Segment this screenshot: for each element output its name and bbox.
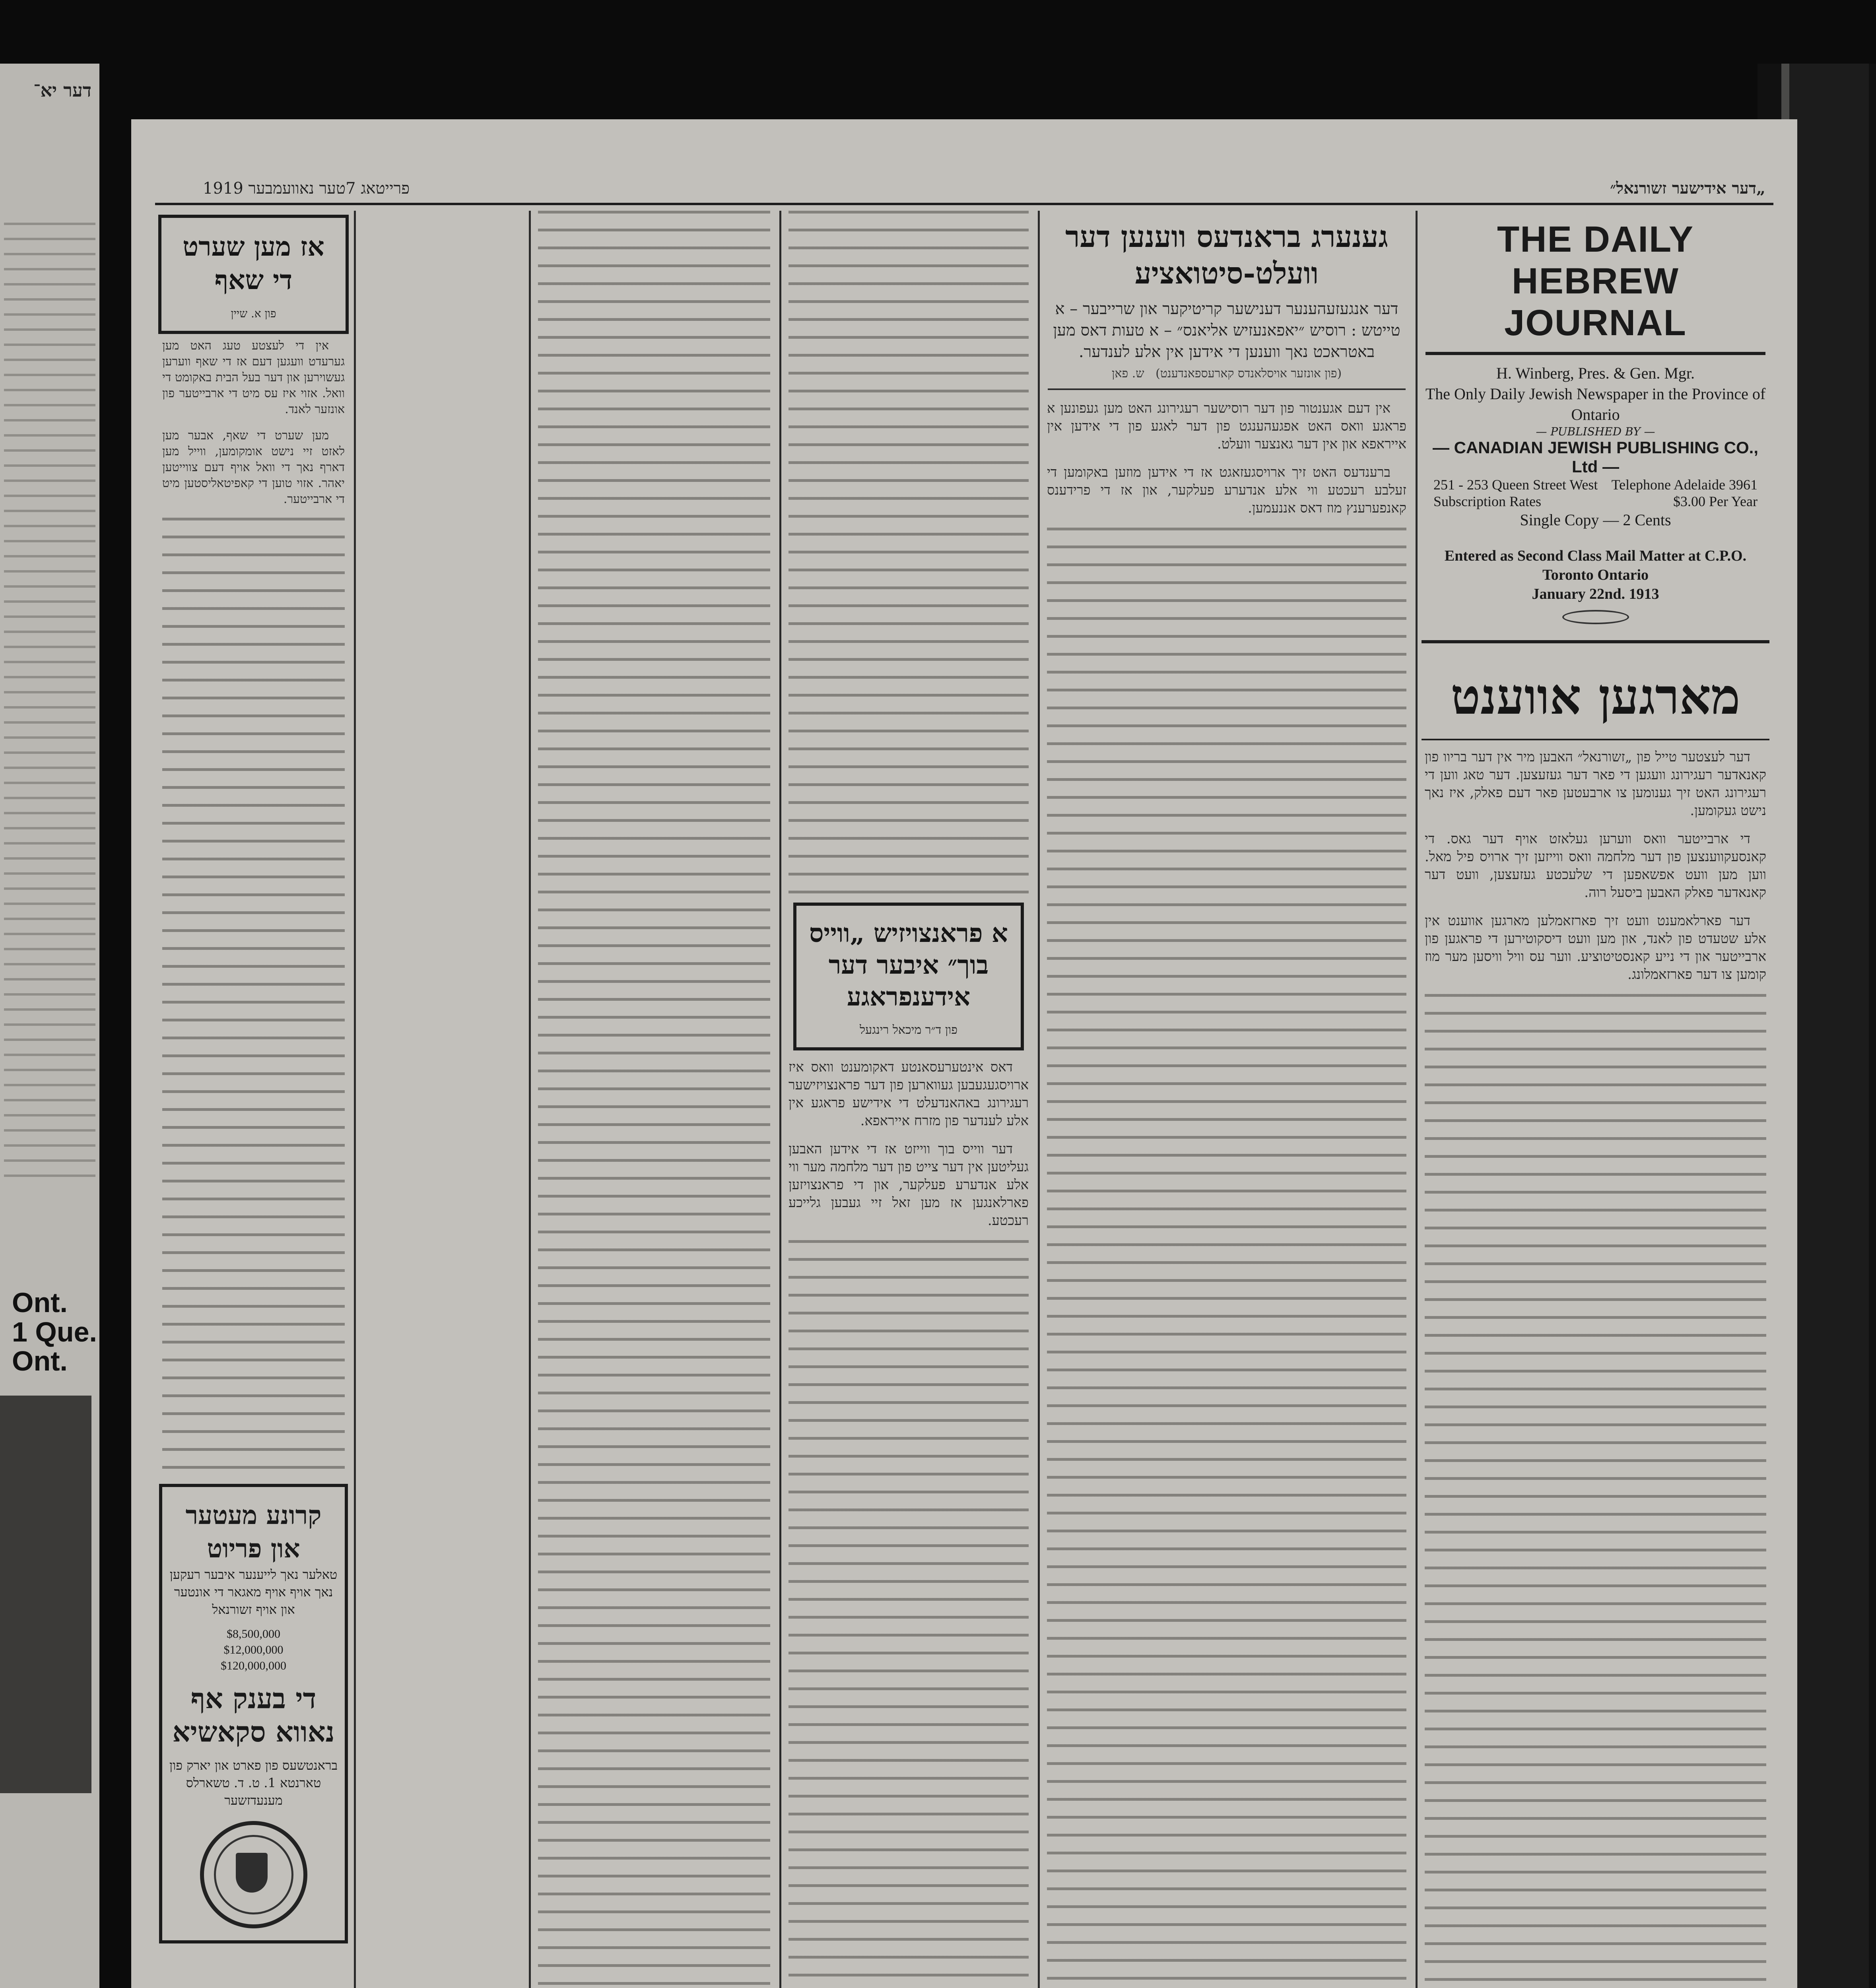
page-header: [155, 179, 1773, 205]
brandes-signature: ש. פאן: [1111, 367, 1144, 381]
brandes-byline: (פון אונזער אויסלאנדס קארעספאנדענט) ש. פאן: [1048, 365, 1406, 390]
masthead: [1418, 211, 1773, 632]
narrow-column-text: [538, 211, 770, 1988]
column-brandes-article: [1040, 211, 1414, 1988]
sheep-article-headline-box: [158, 215, 349, 334]
ornament-icon: [1562, 610, 1629, 624]
masthead-title: THE DAILY HEBREW JOURNAL: [1497, 219, 1694, 343]
previous-page-ad-fragment: Ont. 1 Que. Ont.: [12, 1287, 97, 1376]
previous-page-illustration: [0, 1396, 91, 1793]
previous-page-text: [4, 223, 95, 1185]
column-narrow-text: [531, 211, 777, 1988]
bank-ad-name: די בענק אף נאווא סקאשיא: [172, 1682, 335, 1748]
brandes-body: אין דעם אגענטור פון דער רוסישער רעגירונג האט מען געפונען א פראגע וואס האט אפגעהענגט פון דער לאגע פון די אידען אין אייראפא און אין דער גאנצער וועלט. ברענדעס האט זיך ארויסגעזאגט אז די אידען מוזען באקומען די זעלבע רעכטע ווי אלע אנדערע פעלקער, און אז די פרידענס קאנפערענץ מוז דאס אננעמען.: [1047, 400, 1406, 516]
masthead-published-by: — PUBLISHED BY —: [1536, 425, 1655, 438]
date-header: פרייטאג 7טער נאוועמבער 1919: [203, 179, 410, 198]
masthead-publisher: — CANADIAN JEWISH PUBLISHING CO., Ltd —: [1432, 438, 1759, 476]
newspaper-page: [131, 119, 1797, 1988]
brandes-continued-text: [1047, 528, 1406, 1988]
column-masthead-editorial: [1418, 211, 1773, 1988]
bank-advertisement: [159, 1484, 348, 1943]
brandes-subheadline: דער אנגעזעהענער דענישער קריטיקער און שרייבער – א טייטש : רוסיש ״יאפאנעזיש אליאנס״ – א טעות דאס מען באטראכט נאך ווענען די אידען אין אלע לענדער.: [1053, 300, 1400, 361]
paper-name-header: „דער אידישער זשורנאל״: [1610, 179, 1765, 198]
editorial-continued-text: [1425, 994, 1766, 1988]
bank-ad-text: טאלער נאך לייענער איבער רעקען נאך אויף אויף מאגאר די אונטער און אויף זשורנאל: [169, 1567, 338, 1617]
white-book-body: דאס אינטערעסאנטע דאקומענט וואס איז ארויסגעגעבען געווארען פון דער פראנצויזישער רעגירונג באהאנדעלט די אידישע פראגע אין אלע לענדער פון מזרח אייראפא. דער ווייס בוך ווייזט אז די אידען האבען געליטען אין דער צייט פון דער מלחמה מער ווי אלע אנדערע פעלקער, און די פראנצויזען פארלאנגען אז מען זאל זיי געבען גלייכע רעכטע.: [788, 1059, 1029, 1229]
white-book-headline: א פראנצויזיש „ווייס בוך״ איבער דער אידענפראגע: [809, 918, 1008, 1012]
bank-ad-footer: בראנטשעס פון פארט און יארק פון טארנטא 1. ט. ד. טשארלס מענעדזשער: [169, 1758, 338, 1808]
masthead-telephone: Telephone Adelaide 3961: [1611, 477, 1758, 493]
editorial-body: דער לעצטער טייל פון „זשורנאל״ האבען מיר אין דער בריוו פון קאנאדער רעגירונג וועגען די פאר דער געזעצען. דער טאג ווען די רעגירונג האט זיך גענומען צו ארבעטען פאר דעם פאלק, איז נאך נישט געקומען. די ארבייטער וואס ווערען געלאזט אויף דער גאס. די קאנסעקווענצען פון דער מלחמה וואס ווייזען זיך ארויס פיל מאל. ווען מען וועט אפשאפען די שלעכטע געזעצען, וועט דער קאנאדער פאלק האבען ביסעל רוה. דער פארלאמענט וועט זיך פארזאמלען מארגען אווענט אין אלע שטעדט פון לאנד, און מען וועט דיסקוטירען די פראגען פון ארבייטער און די נייע קאנסטיטוציע. ווער עס וויל וויסען מער מוז קומען צו דער פארזאמלונג.: [1425, 749, 1766, 982]
top-continued-text: [788, 211, 1029, 895]
column-white-book: [781, 211, 1036, 1988]
sheep-article-headline: אז מען שערט די שאף: [183, 231, 324, 295]
column-left-article-ad: [155, 211, 352, 1988]
bank-seal-icon: [200, 1821, 307, 1928]
masthead-president: H. Winberg, Pres. & Gen. Mgr.: [1496, 364, 1695, 382]
previous-page-strip: [0, 64, 99, 1988]
masthead-tagline: The Only Daily Jewish Newspaper in the Province of Ontario: [1425, 385, 1766, 423]
masthead-rates-label: Subscription Rates: [1433, 493, 1541, 509]
masthead-price: $3.00 Per Year: [1673, 493, 1758, 509]
sheep-article-byline: פון א. שיין: [231, 307, 276, 320]
sheep-article-body: אין די לעצטע טעג האט מען גערעדט וועגען דעם אז די שאף ווערען געשוירען און דער בעל הבית באקומט די וואל. אזוי איז עס מיט די ארבייטער פון אונזער לאנד. מען שערט די שאף, אבער מען לאזט זיי נישט אומקומען, ווייל מען דארף נאך די וואל אויף דעם צווייטען יאהר. אזוי טוען די קאפיטאליסטען מיט די ארבייטער.: [162, 339, 345, 506]
brandes-headline: גענערג בראנדעס ווענען דער וועלט-סיטואציע: [1065, 220, 1388, 291]
masthead-entered-line: Entered as Second Class Mail Matter at C.P.O. Toronto Ontario: [1444, 547, 1747, 583]
masthead-address: 251 - 253 Queen Street West: [1433, 477, 1598, 493]
white-book-headline-box: [793, 903, 1024, 1050]
white-book-byline: פון ד״ר מיכאל רינגעל: [860, 1023, 957, 1037]
white-book-continued-text: [788, 1240, 1029, 1988]
masthead-entered-date: January 22nd. 1913: [1532, 586, 1659, 602]
previous-page-header: דער יא־: [33, 80, 91, 101]
sheep-article-continued-text: [162, 518, 345, 1472]
bank-ad-figures: $8,500,000 $12,000,000 $120,000,000: [221, 1627, 286, 1672]
editorial-headline: מארגען אווענט: [1451, 668, 1740, 726]
masthead-single-copy: Single Copy — 2 Cents: [1520, 511, 1671, 529]
bank-ad-title: קרונע מעטער און פריוט: [185, 1501, 322, 1564]
